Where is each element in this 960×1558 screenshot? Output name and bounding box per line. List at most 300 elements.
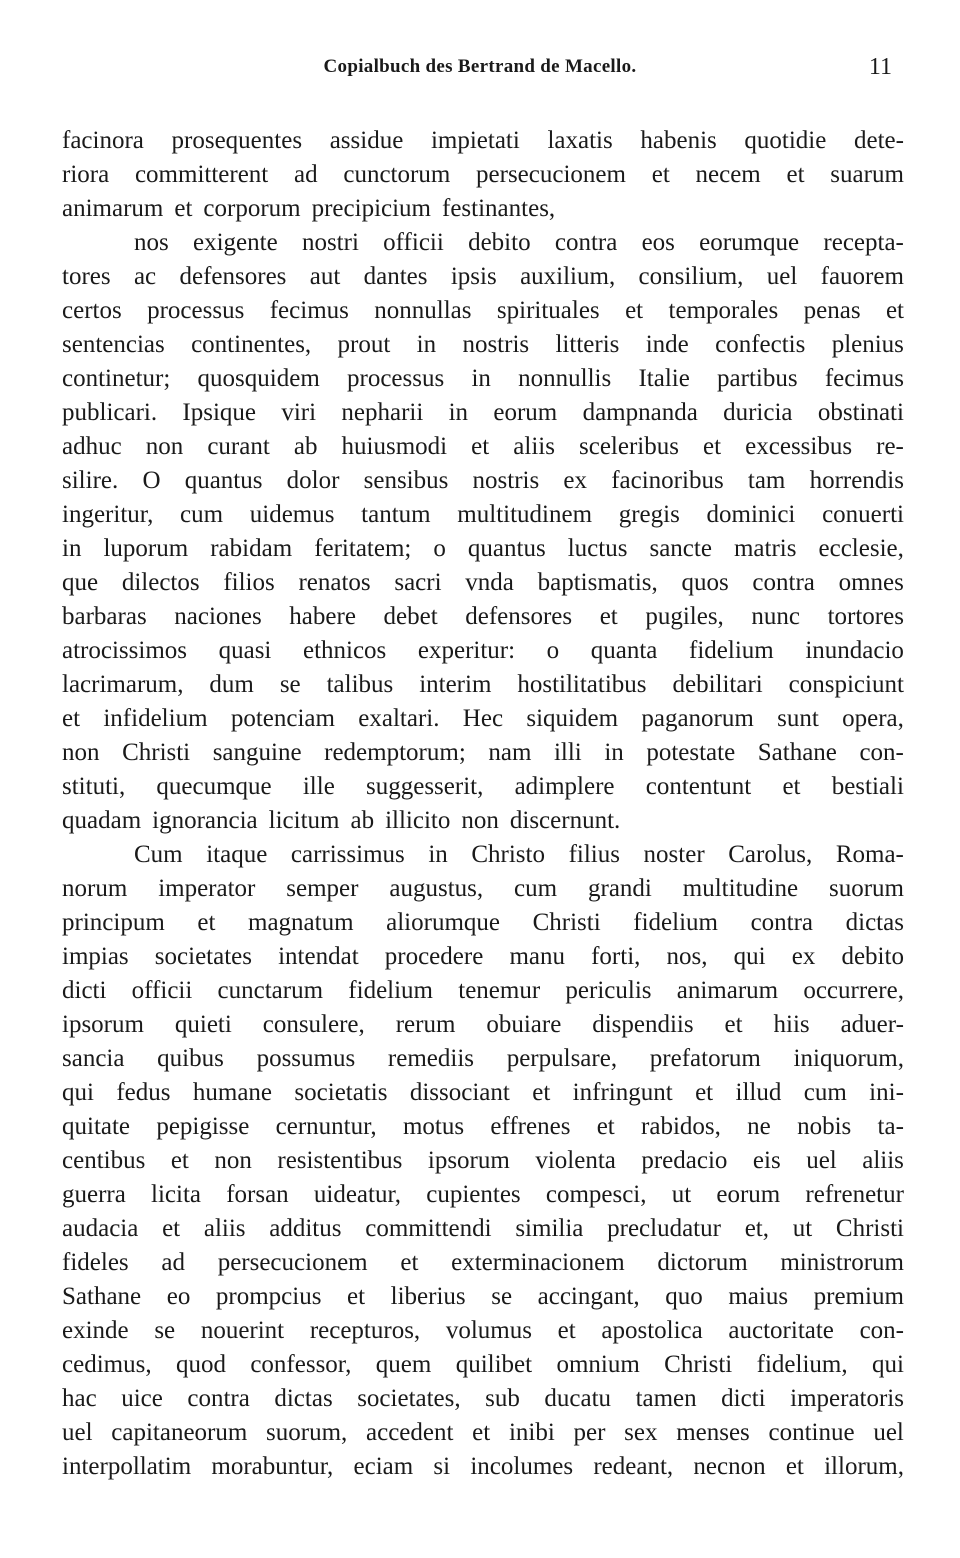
word: et: [62, 705, 81, 732]
word: nostri: [301, 229, 359, 256]
text-line: [62, 1416, 904, 1450]
word: dissociant: [409, 1079, 510, 1106]
word: conuerti: [822, 501, 904, 528]
word: quem: [375, 1351, 432, 1378]
text-line: [62, 192, 904, 226]
word: aliis: [513, 433, 555, 460]
word: cum: [514, 875, 558, 902]
word: sentencias: [62, 331, 165, 358]
word: suorum,: [266, 1419, 348, 1446]
text-line: [62, 260, 904, 294]
word: uel: [62, 1419, 93, 1446]
text-line: [62, 158, 904, 192]
text-line: [62, 1042, 904, 1076]
word: non: [62, 739, 100, 766]
word: societates,: [357, 1385, 461, 1412]
word: spirituales: [496, 297, 600, 324]
word: nonnullas: [374, 297, 472, 324]
word: aduer-: [840, 1011, 904, 1038]
word: nos,: [666, 943, 708, 970]
word: cum: [180, 501, 224, 528]
word: aliis: [862, 1147, 904, 1174]
word: luporum: [103, 535, 189, 562]
word: publicari.: [62, 399, 158, 426]
word: facinora: [62, 127, 144, 154]
word: cunctorum: [343, 161, 451, 188]
word: gregis: [618, 501, 680, 528]
word: iniquorum,: [793, 1045, 904, 1072]
page-number: 11: [868, 54, 892, 80]
word: fauorem: [820, 263, 904, 290]
word: uice: [121, 1385, 163, 1412]
word: recepturos,: [309, 1317, 421, 1344]
word: dete-: [853, 127, 904, 154]
word: Ipsique: [182, 399, 257, 426]
word: Hec: [462, 705, 504, 732]
word: liberius: [390, 1283, 466, 1310]
word: quotidie: [744, 127, 827, 154]
word: filius: [568, 841, 620, 868]
text-line: [62, 940, 904, 974]
word: ille: [302, 773, 335, 800]
word: uel: [806, 1147, 837, 1174]
word: sancia: [62, 1045, 125, 1072]
word: predacio: [641, 1147, 728, 1174]
word: ipsorum: [427, 1147, 510, 1174]
text-line: [62, 124, 904, 158]
word: sunt: [777, 705, 819, 732]
word: pugiles,: [645, 603, 724, 630]
word: precludatur: [607, 1215, 721, 1242]
text-line: [62, 1144, 904, 1178]
text-line: [62, 1348, 904, 1382]
word: violenta: [535, 1147, 616, 1174]
word: se: [491, 1283, 513, 1310]
word: in: [428, 841, 448, 868]
word: illi: [553, 739, 582, 766]
word: defensores: [465, 603, 573, 630]
word: adhuc: [62, 433, 122, 460]
word: interpollatim: [62, 1453, 192, 1480]
word: ad: [294, 161, 318, 188]
word: magnatum: [248, 909, 354, 936]
word: nos: [134, 229, 169, 256]
word: procedere: [384, 943, 484, 970]
word: licita: [151, 1181, 202, 1208]
word: quadam: [62, 807, 142, 834]
word: tortores: [827, 603, 904, 630]
word: debet: [383, 603, 438, 630]
word: redeant,: [593, 1453, 674, 1480]
word: humane: [192, 1079, 273, 1106]
word: eo: [166, 1283, 191, 1310]
word: curant: [207, 433, 270, 460]
word: exigente: [193, 229, 278, 256]
word: Christi: [835, 1215, 904, 1242]
word: possumus: [256, 1045, 356, 1072]
word: quantus: [184, 467, 263, 494]
word: contra: [554, 229, 618, 256]
word: accingant,: [537, 1283, 640, 1310]
word: Christi: [122, 739, 191, 766]
word: vnda: [465, 569, 514, 596]
word: matris: [733, 535, 797, 562]
word: eorumque: [699, 229, 800, 256]
word: illorum,: [824, 1453, 904, 1480]
word: huiusmodi: [341, 433, 448, 460]
word: persecucionem: [476, 161, 626, 188]
word: quod: [175, 1351, 226, 1378]
word: exterminacionem: [451, 1249, 625, 1276]
word: omnium: [556, 1351, 640, 1378]
word: non: [461, 807, 499, 834]
word: prefatorum: [649, 1045, 761, 1072]
word: et: [347, 1283, 366, 1310]
word: qui: [62, 1079, 94, 1106]
word: quibus: [157, 1045, 224, 1072]
word: uideatur,: [313, 1181, 402, 1208]
text-line: [62, 1076, 904, 1110]
word: nostris: [472, 467, 540, 494]
word: cedimus,: [62, 1351, 152, 1378]
word: re-: [876, 433, 904, 460]
word: necem: [695, 161, 761, 188]
word: infidelium: [103, 705, 208, 732]
word: ta-: [877, 1113, 904, 1140]
word: Sathane: [757, 739, 837, 766]
word: intendat: [278, 943, 359, 970]
word: ingeritur,: [62, 501, 154, 528]
word: et: [471, 433, 490, 460]
word: animarum: [676, 977, 779, 1004]
word: assidue: [329, 127, 404, 154]
word: silire.: [62, 467, 119, 494]
word: apostolica: [601, 1317, 703, 1344]
word: certos: [62, 297, 122, 324]
word: fecimus: [269, 297, 349, 324]
word: et: [785, 1453, 804, 1480]
word: morabuntur,: [211, 1453, 334, 1480]
word: quanta: [590, 637, 658, 664]
word: opera,: [842, 705, 904, 732]
word: periculis: [565, 977, 652, 1004]
word: et: [885, 297, 904, 324]
word: barbaras: [62, 603, 147, 630]
word: debito: [468, 229, 531, 256]
word: potenciam: [230, 705, 335, 732]
word: fidelium: [348, 977, 434, 1004]
word: ipsorum: [62, 1011, 144, 1038]
word: recepta-: [823, 229, 904, 256]
word: renatos: [298, 569, 371, 596]
word: consulere,: [262, 1011, 365, 1038]
word: O: [142, 467, 161, 494]
word: accedent: [366, 1419, 454, 1446]
word: animarum: [62, 195, 164, 222]
word: habenis: [640, 127, 717, 154]
word: Christi: [664, 1351, 733, 1378]
word: quitate: [62, 1113, 131, 1140]
word: officii: [131, 977, 193, 1004]
text-line: [62, 634, 904, 668]
word: horrendis: [809, 467, 904, 494]
text-line: [62, 498, 904, 532]
word: confectis: [715, 331, 806, 358]
text-line: [62, 464, 904, 498]
word: ab: [293, 433, 318, 460]
text-line: [62, 1450, 904, 1484]
word: non: [214, 1147, 252, 1174]
word: quecumque: [156, 773, 272, 800]
word: incolumes: [470, 1453, 574, 1480]
word: infringunt: [572, 1079, 673, 1106]
word: sub: [485, 1385, 520, 1412]
word: partibus: [717, 365, 798, 392]
word: cunctarum: [217, 977, 324, 1004]
word: confessor,: [250, 1351, 352, 1378]
word: inundacio: [805, 637, 904, 664]
word: quo: [665, 1283, 703, 1310]
word: principum: [62, 909, 165, 936]
word: ipsis: [450, 263, 497, 290]
word: que: [62, 569, 99, 596]
word: Carolus,: [728, 841, 813, 868]
text-line: [62, 804, 904, 838]
word: perpulsare,: [506, 1045, 618, 1072]
word: impias: [62, 943, 129, 970]
word: et: [532, 1079, 551, 1106]
word: licitum: [268, 807, 340, 834]
text-line: [62, 1280, 904, 1314]
text-line: [62, 1008, 904, 1042]
word: in: [471, 365, 491, 392]
word: talibus: [326, 671, 394, 698]
word: fidelium: [689, 637, 774, 664]
text-line: [62, 566, 904, 600]
word: imperator: [158, 875, 256, 902]
word: se: [279, 671, 301, 698]
word: uidemus: [249, 501, 335, 528]
word: in: [448, 399, 469, 426]
word: festinantes,: [442, 195, 556, 222]
word: sacri: [394, 569, 442, 596]
word: eos: [641, 229, 675, 256]
word: semper: [286, 875, 359, 902]
word: fidelium: [633, 909, 718, 936]
text-line: [62, 906, 904, 940]
word: inde: [645, 331, 689, 358]
word: Christo: [471, 841, 545, 868]
word: ab: [350, 807, 375, 834]
word: feritatem;: [314, 535, 412, 562]
word: illicito: [385, 807, 451, 834]
word: omnes: [838, 569, 904, 596]
word: continue: [768, 1419, 855, 1446]
word: nonnullis: [518, 365, 612, 392]
word: tamen: [635, 1385, 697, 1412]
word: stituti,: [62, 773, 126, 800]
word: contra: [752, 569, 815, 596]
word: potestate: [646, 739, 736, 766]
word: forsan: [226, 1181, 289, 1208]
word: precipicium: [311, 195, 432, 222]
word: ducatu: [544, 1385, 612, 1412]
word: suggesserit,: [366, 773, 484, 800]
word: ex: [563, 467, 588, 494]
word: quosquidem: [197, 365, 320, 392]
word: motus: [402, 1113, 465, 1140]
word: facinoribus: [611, 467, 724, 494]
word: premium: [813, 1283, 904, 1310]
text-line: [62, 1314, 904, 1348]
word: exaltari.: [358, 705, 440, 732]
word: ini-: [869, 1079, 904, 1106]
word: manu: [509, 943, 565, 970]
word: nam: [488, 739, 532, 766]
word: illud: [735, 1079, 782, 1106]
text-line: [62, 362, 904, 396]
word: rabidam: [210, 535, 293, 562]
word: dominici: [706, 501, 796, 528]
word: atrocissimos: [62, 637, 187, 664]
word: per: [573, 1419, 606, 1446]
word: contentunt: [645, 773, 752, 800]
word: capitaneorum: [111, 1419, 248, 1446]
word: dum: [209, 671, 254, 698]
word: eciam: [353, 1453, 414, 1480]
word: consilium,: [638, 263, 744, 290]
word: fideles: [62, 1249, 129, 1276]
word: plenius: [831, 331, 904, 358]
word: auxilium,: [520, 263, 616, 290]
running-title: Copialbuch des Bertrand de Macello.: [323, 56, 637, 77]
word: itaque: [206, 841, 268, 868]
word: dicti: [721, 1385, 766, 1412]
word: prout: [337, 331, 391, 358]
word: ministrorum: [780, 1249, 904, 1276]
word: nouerint: [200, 1317, 285, 1344]
word: et: [695, 1079, 714, 1106]
word: tam: [747, 467, 786, 494]
word: et: [782, 773, 801, 800]
word: continentes,: [191, 331, 312, 358]
running-header: [0, 52, 960, 88]
word: dolor: [286, 467, 340, 494]
text-line: [62, 838, 904, 872]
word: ut: [792, 1215, 813, 1242]
word: tenemur: [458, 977, 541, 1004]
word: adimplere: [514, 773, 615, 800]
word: carrissimus: [290, 841, 405, 868]
text-line: [62, 668, 904, 702]
word: et: [596, 1113, 615, 1140]
word: defensores: [179, 263, 287, 290]
word: dictorum: [657, 1249, 748, 1276]
word: continetur;: [62, 365, 171, 392]
word: auctoritate: [728, 1317, 834, 1344]
word: contra: [750, 909, 814, 936]
word: penas: [803, 297, 861, 324]
word: committendi: [365, 1215, 492, 1242]
word: et: [651, 161, 670, 188]
word: hiis: [773, 1011, 810, 1038]
word: in: [604, 739, 624, 766]
word: tantum: [361, 501, 431, 528]
word: processus: [347, 365, 445, 392]
text-line: [62, 396, 904, 430]
word: eorum: [493, 399, 558, 426]
word: con-: [859, 1317, 904, 1344]
word: nepharii: [341, 399, 424, 426]
word: obstinati: [817, 399, 904, 426]
word: refrenetur: [805, 1181, 904, 1208]
word: duricia: [723, 399, 793, 426]
word: lacrimarum,: [62, 671, 184, 698]
word: Cum: [134, 841, 183, 868]
word: hostilitatibus: [517, 671, 647, 698]
word: tores: [62, 263, 111, 290]
word: processus: [147, 297, 245, 324]
text-line: [62, 1246, 904, 1280]
word: habere: [289, 603, 356, 630]
word: obuiare: [486, 1011, 562, 1038]
word: conspiciunt: [788, 671, 904, 698]
word: paganorum: [641, 705, 754, 732]
word: con-: [859, 739, 904, 766]
word: multitudinem: [457, 501, 593, 528]
word: dictas: [274, 1385, 333, 1412]
word: rerum: [395, 1011, 456, 1038]
word: cernuntur,: [275, 1113, 377, 1140]
word: non: [145, 433, 184, 460]
word: persecucionem: [217, 1249, 368, 1276]
word: centibus: [62, 1147, 146, 1174]
word: discernunt.: [509, 807, 621, 834]
word: dantes: [363, 263, 428, 290]
word: dampnanda: [582, 399, 698, 426]
word: ne: [747, 1113, 771, 1140]
word: rabidos,: [641, 1113, 721, 1140]
word: suarum: [830, 161, 904, 188]
word: remediis: [387, 1045, 474, 1072]
word: o: [433, 535, 446, 562]
word: eis: [752, 1147, 781, 1174]
text-line: [62, 1178, 904, 1212]
word: societates: [154, 943, 252, 970]
word: se: [154, 1317, 176, 1344]
word: fedus: [116, 1079, 171, 1106]
word: additus: [269, 1215, 342, 1242]
text-line: [62, 736, 904, 770]
word: quantus: [467, 535, 546, 562]
text-line: [62, 974, 904, 1008]
word: similia: [515, 1215, 584, 1242]
word: nostris: [462, 331, 530, 358]
word: uel: [873, 1419, 904, 1446]
word: dictas: [845, 909, 904, 936]
word: augustus,: [389, 875, 484, 902]
word: impietati: [430, 127, 520, 154]
text-line: [62, 532, 904, 566]
word: dispendiis: [592, 1011, 694, 1038]
word: ac: [133, 263, 157, 290]
word: qui: [733, 943, 766, 970]
word: maius: [728, 1283, 789, 1310]
word: litteris: [555, 331, 620, 358]
word: suorum: [828, 875, 904, 902]
text-line: [62, 1212, 904, 1246]
word: et: [625, 297, 644, 324]
